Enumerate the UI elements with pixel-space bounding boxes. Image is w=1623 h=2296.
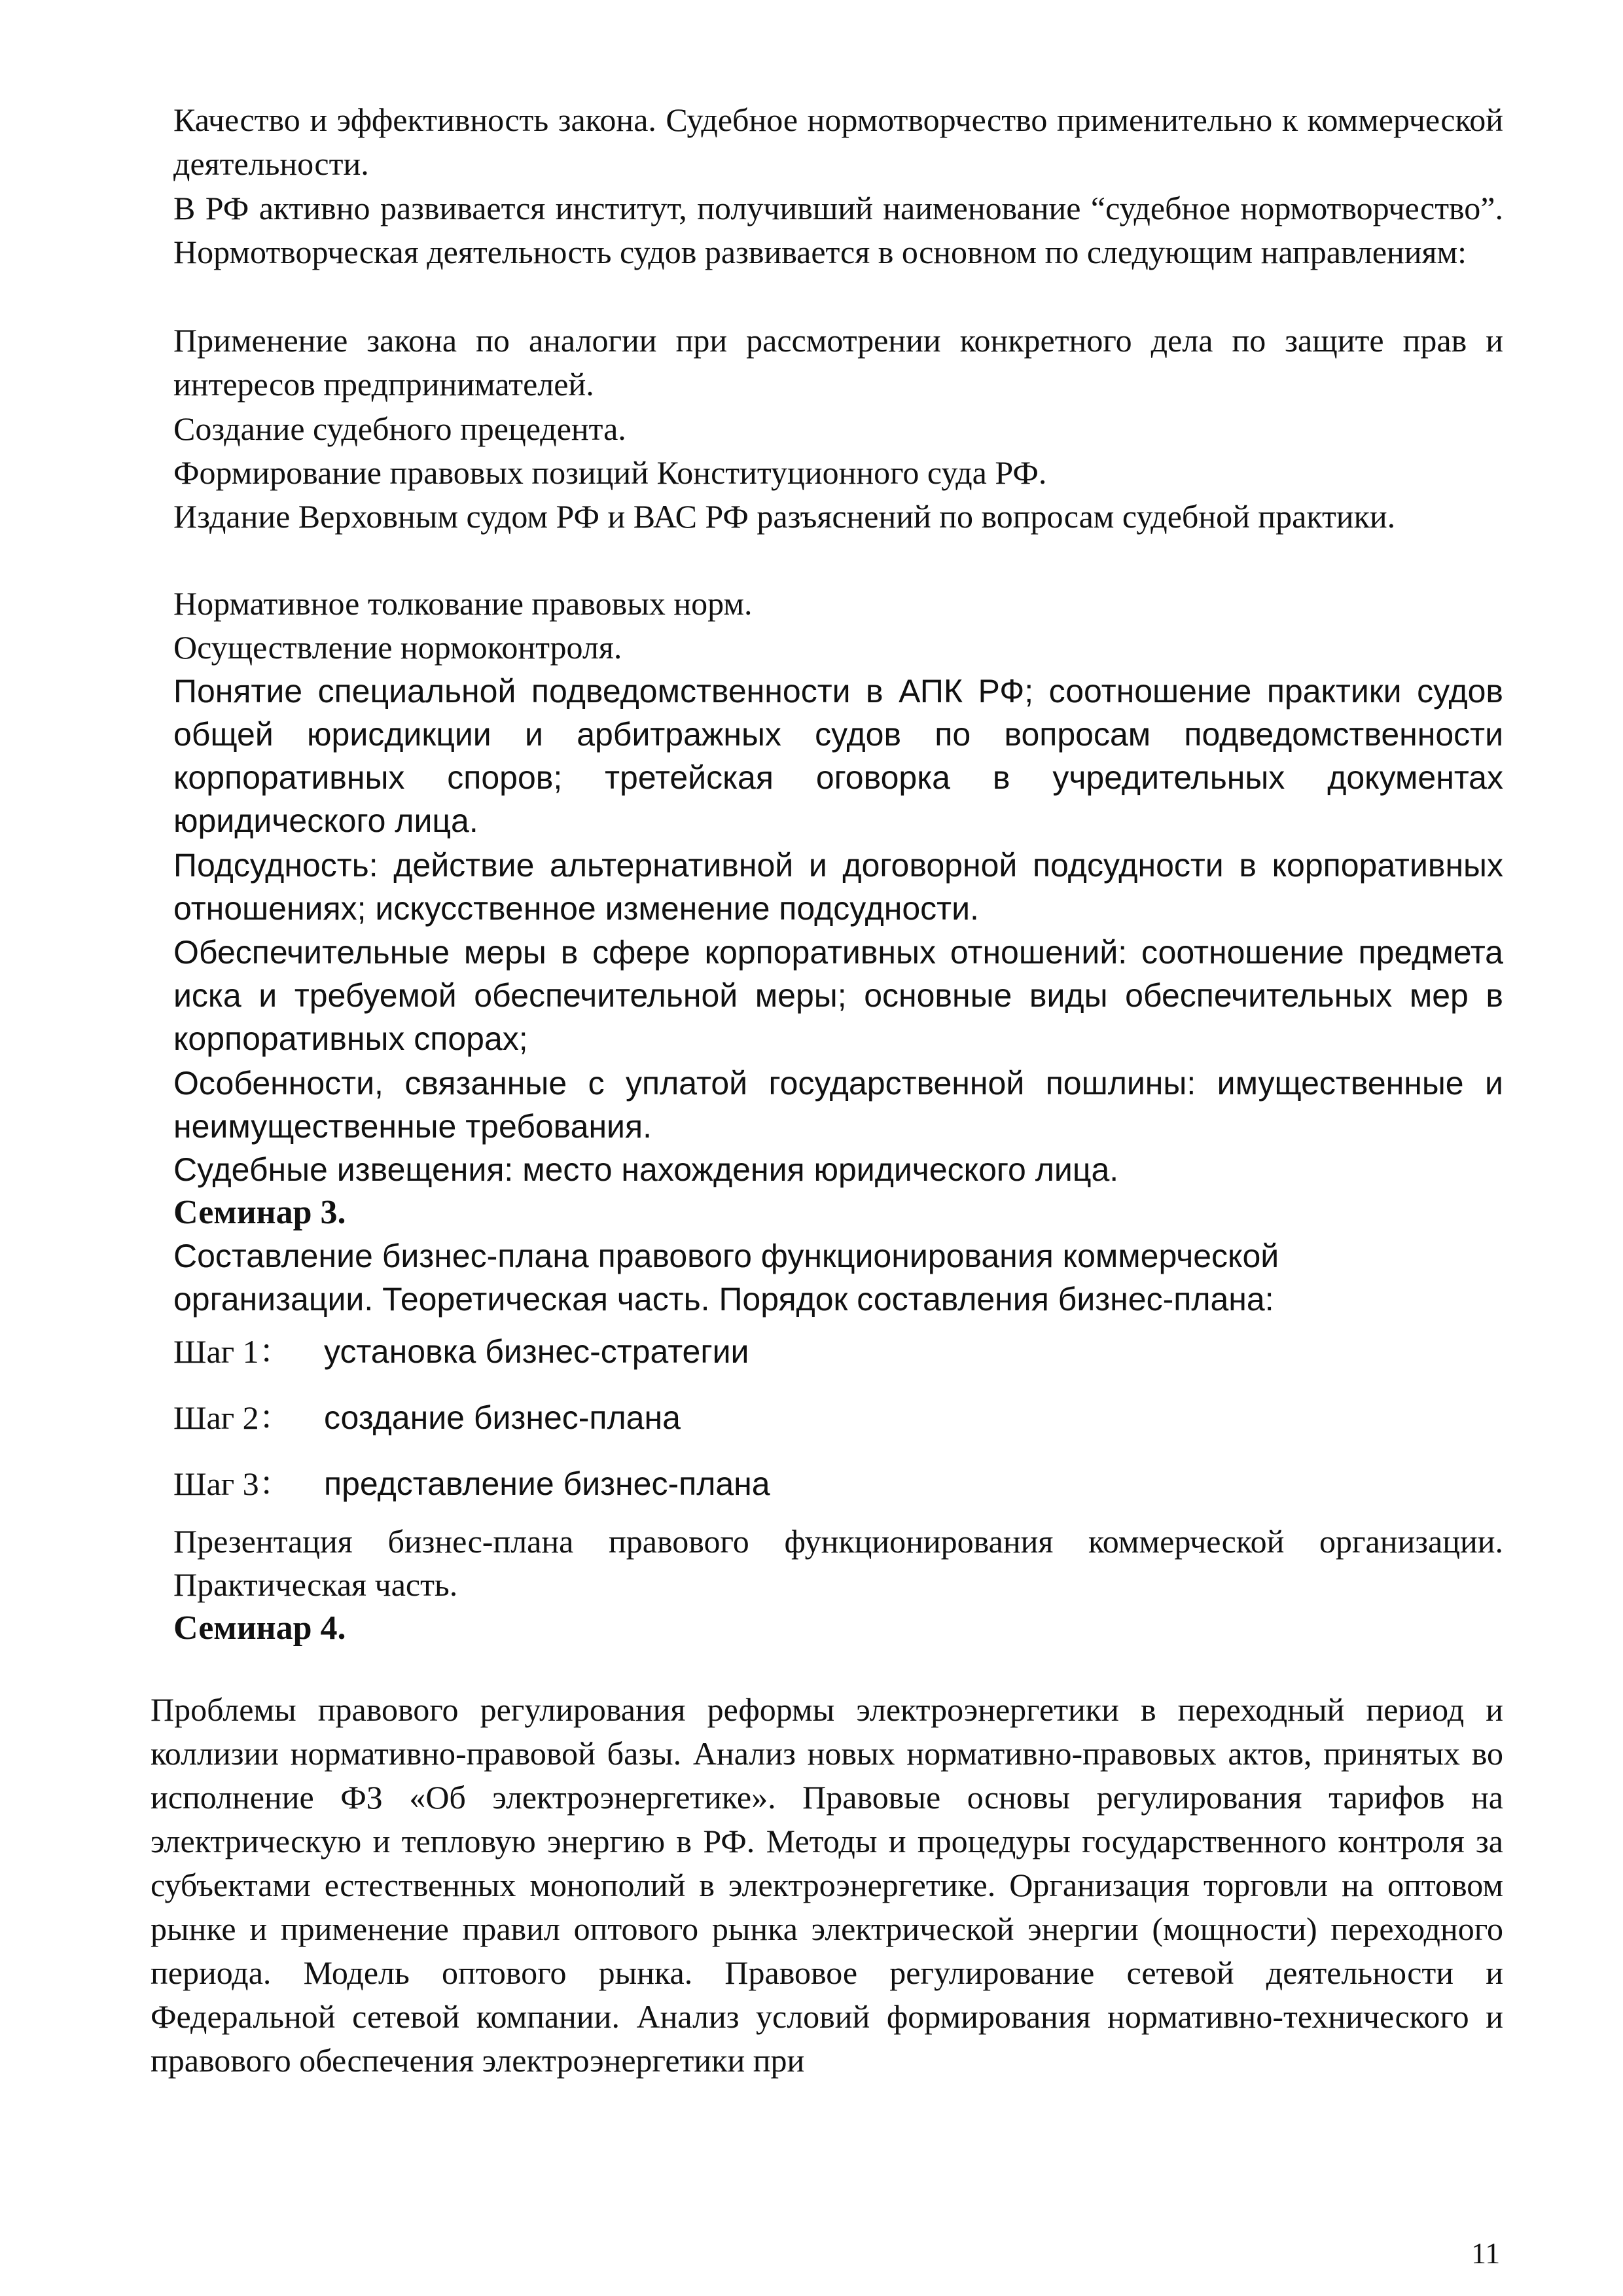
step-1 <box>173 1332 749 1371</box>
step-2-label: Шаг 2： <box>173 1399 292 1436</box>
step-1-text: установка бизнес-стратегии <box>324 1333 749 1370</box>
paragraph-notices: Судебные извещения: место нахождения юридического лица. <box>173 1151 1119 1188</box>
paragraph-state-duty: Особенности, связанные с уплатой государственной пошлины: имущественные и неимущественные требования. <box>173 1065 1503 1145</box>
paragraph-precedent: Создание судебного прецедента. <box>173 410 626 447</box>
step-3-label: Шаг 3： <box>173 1465 292 1502</box>
paragraph-jurisdiction: Понятие специальной подведомственности в АПК РФ; соотношение практики судов общей юрисдикции и арбитражных судов по вопросам подведомственности корпоративных споров; третейская оговорка в учредительных документах юридического лица. <box>173 673 1503 839</box>
page-number: 11 <box>1471 2236 1501 2270</box>
step-2 <box>173 1398 681 1437</box>
paragraph-law-quality: Качество и эффективность закона. Судебное нормотворчество применительно к коммерческой деятельности. <box>173 101 1503 182</box>
seminar-3-heading: Семинар 3. <box>173 1194 346 1231</box>
paragraph-analogy: Применение закона по аналогии при рассмотрении конкретного дела по защите прав и интересов предпринимателей. <box>173 322 1503 403</box>
seminar-3-outro: Презентация бизнес-плана правового функционирования коммерческой организации. Практическая часть. <box>173 1523 1503 1603</box>
paragraph-venue: Подсудность: действие альтернативной и договорной подсудности в корпоративных отношениях; искусственное изменение подсудности. <box>173 847 1503 927</box>
paragraph-judicial-lawmaking: В РФ активно развивается институт, получивший наименование “судебное нормотворчество”. Нормотворческая деятельность судов развивается в основном по следующим направлениям: <box>173 190 1503 270</box>
step-3 <box>173 1464 770 1503</box>
paragraph-interpretation: Нормативное толкование правовых норм. <box>173 585 753 622</box>
seminar-4-body: Проблемы правового регулирования реформы электроэнергетики в переходный период и коллизии нормативно-правовой базы. Анализ новых нормативно-правовых актов, принятых во исполнение ФЗ «Об электроэнергетике». Правовые основы регулирования тарифов на электрическую и тепловую энергию в РФ. Методы и процедуры государственного контроля за субъектами естественных монополий в электроэнергетике. Организация торговли на оптовом рынке и применение правил оптового рынка электрической энергии (мощности) переходного периода. Модель оптового рынка. Правовое регулирование сетевой деятельности и Федеральной сетевой компании. Анализ условий формирования нормативно-технического и правового обеспечения электроэнергетики при <box>151 1691 1503 2079</box>
paragraph-constitutional-court: Формирование правовых позиций Конституционного суда РФ. <box>173 454 1047 491</box>
seminar-3-intro: Составление бизнес-плана правового функционирования коммерческой организации. Теоретическая часть. Порядок составления бизнес-плана: <box>173 1238 1279 1318</box>
step-3-text: представление бизнес-плана <box>324 1465 770 1502</box>
seminar-4-heading: Семинар 4. <box>173 1609 346 1647</box>
step-2-text: создание бизнес-плана <box>324 1399 681 1436</box>
step-1-label: Шаг 1： <box>173 1333 292 1370</box>
paragraph-supreme-court: Издание Верховным судом РФ и ВАС РФ разъяснений по вопросам судебной практики. <box>173 498 1396 535</box>
paragraph-norm-control: Осуществление нормоконтроля. <box>173 629 622 666</box>
paragraph-interim-measures: Обеспечительные меры в сфере корпоративных отношений: соотношение предмета иска и требуемой обеспечительной меры; основные виды обеспечительных мер в корпоративных спорах; <box>173 934 1503 1057</box>
